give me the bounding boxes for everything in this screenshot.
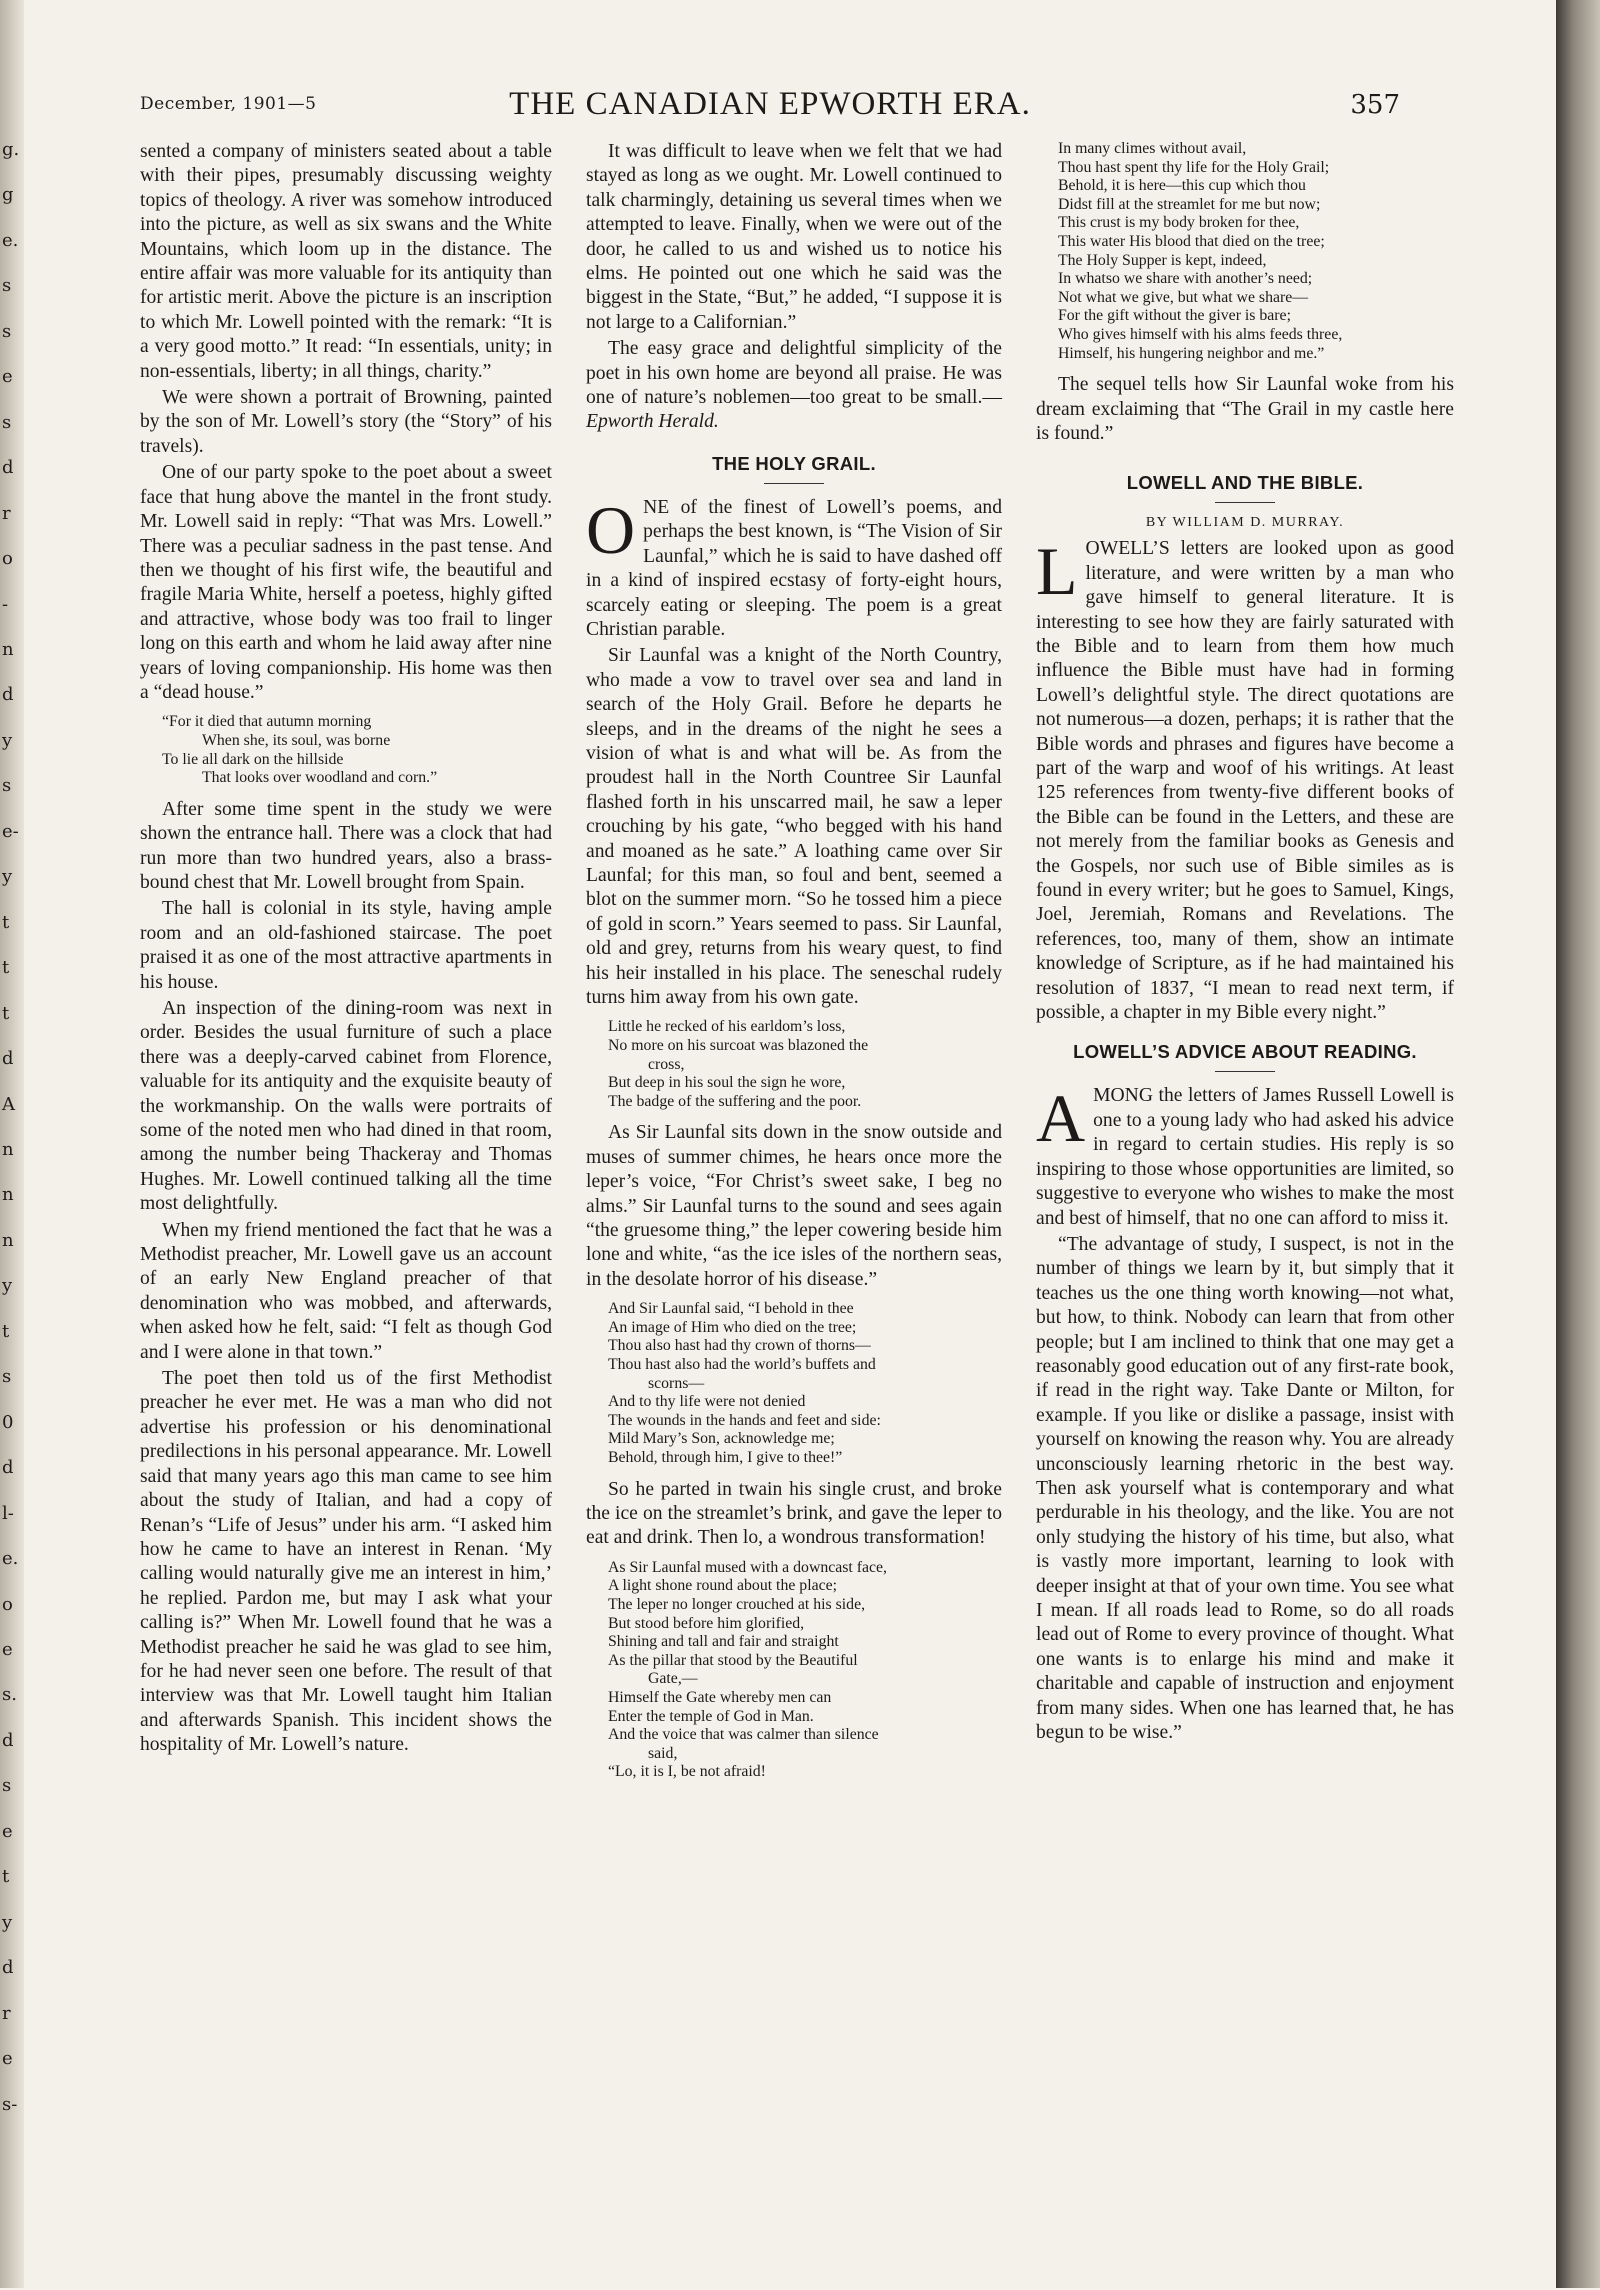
section-title-holy-grail: THE HOLY GRAIL. bbox=[712, 452, 876, 474]
fragment-char: n bbox=[2, 1229, 14, 1251]
poem-line: As the pillar that stood by the Beautiful bbox=[608, 1651, 858, 1669]
fragment-char: d bbox=[2, 457, 14, 479]
poem-quote bbox=[608, 1300, 1002, 1467]
poem-line: Himself, his hungering neighbor and me.” bbox=[1058, 344, 1325, 362]
paragraph: The poet then told us of the first Methodist preacher he ever met. He was a man who did not advertise his profession or his denominational predilections in his personal appearance. Mr. Lowell said that many years ago this man came to see him about the study of Italian, and had a copy of Renan’s “Life of Jesus” under his arm. “I asked him how he came to have an interest in Renan. ‘My calling would naturally give me an interest in him,’ he replied. Pardon me, but may I ask what your calling is?” When Mr. Lowell found that he was a Methodist preacher he said he was glad to see him, for he had never seen one before. The result of that interview was that Mr. Lowell taught him Italian and afterwards Spanish. This incident shows the hospitality of Mr. Lowell’s nature. bbox=[140, 1368, 552, 1756]
fragment-char: d bbox=[2, 1957, 14, 1979]
paragraph bbox=[1036, 533, 1454, 1025]
poem-line: Behold, it is here—this cup which thou bbox=[1058, 177, 1306, 195]
paragraph bbox=[586, 491, 1002, 642]
poem-line: And Sir Launfal said, “I behold in thee bbox=[608, 1300, 854, 1318]
fragment-char: l- bbox=[2, 1502, 14, 1524]
drop-cap: L bbox=[1036, 533, 1078, 610]
paragraph: The hall is colonial in its style, having ample room and an old-fashioned staircase. The poet praised it as one of the most attractive apartments in his house. bbox=[140, 898, 552, 993]
poem-line: In many climes without avail, bbox=[1058, 140, 1247, 157]
poem-line: No more on his surcoat was blazoned the bbox=[608, 1037, 869, 1054]
paragraph bbox=[586, 337, 1002, 435]
column-1 bbox=[140, 140, 552, 1760]
paragraph: Sir Launfal was a knight of the North Country, who made a vow to travel over sea and land in search of the Holy Grail. Before he departs he sleeps, and in the dreams of the night he sees a vision of what is and what will be. As from the proudest hall in the North Countree Sir Launfal flashed forth in his unscarred mail, he saw a leper crouching by his gate, “who begged with his hand and moaned as he sate.” A loathing came over Sir Launfal; for this man, so foul and bent, seemed a blot on the summer morn. “So he tossed him a piece of gold in scorn.” Years seemed to pass. Sir Launfal, old and grey, returns from his weary quest, to find his heir installed in his place. The seneschal rudely turns him away from his own gate. bbox=[586, 645, 1002, 1008]
paragraph bbox=[1036, 1080, 1454, 1230]
fragment-char: 0 bbox=[2, 1411, 14, 1433]
paragraph: When my friend mentioned the fact that he was a Methodist preacher, Mr. Lowell gave us an account of an early New England preacher of that denomination who was mobbed, and afterwards, when asked how he felt, said: “I felt as though God and I were alone in that town.” bbox=[140, 1219, 552, 1363]
fragment-char: y bbox=[2, 1911, 13, 1933]
poem-line: An image of Him who died on the tree; bbox=[608, 1318, 857, 1336]
byline: BY WILLIAM D. MURRAY. bbox=[1145, 515, 1345, 531]
poem-line: The badge of the suffering and the poor. bbox=[608, 1092, 862, 1110]
fragment-char: d bbox=[2, 684, 14, 706]
fragment-char: o bbox=[2, 548, 13, 570]
fragment-char: e bbox=[2, 366, 13, 388]
poem-quote bbox=[1058, 140, 1454, 363]
fragment-char: s. bbox=[2, 1684, 17, 1706]
fragment-char: d bbox=[2, 1048, 14, 1070]
poem-line: This crust is my body broken for thee, bbox=[1058, 214, 1300, 232]
poem-line: said, bbox=[648, 1744, 678, 1762]
paragraph: As Sir Launfal sits down in the snow outside and muses of summer chimes, he hears once more the leper’s voice, “For Christ’s sweet sake, I beg no alms.” Sir Launfal turns to the sound and sees again “the gruesome thing,” the leper cowering beside him lone and white, “as the ice isles of the northern seas, in the desolate horror of his disease.” bbox=[586, 1122, 1002, 1290]
poem-line: Thou hast also had the world’s buffets and bbox=[608, 1356, 876, 1373]
fragment-char: s bbox=[2, 1775, 12, 1797]
paragraph: After some time spent in the study we were shown the entrance hall. There was a clock that had run more than two hundred years, also a brass-bound chest that Mr. Lowell brought from Spain. bbox=[140, 798, 552, 893]
fragment-char: s- bbox=[2, 2093, 18, 2115]
poem-line: Little he recked of his earldom’s loss, bbox=[608, 1018, 846, 1036]
poem-line: The Holy Supper is kept, indeed, bbox=[1058, 251, 1267, 269]
column-3 bbox=[1036, 140, 1454, 1747]
poem-quote bbox=[608, 1559, 1002, 1782]
fragment-char: t bbox=[2, 1320, 10, 1342]
poem-line: And to thy life were not denied bbox=[608, 1393, 806, 1411]
poem-line: This water His blood that died on the tree; bbox=[1058, 232, 1325, 250]
fragment-char: n bbox=[2, 639, 14, 660]
poem-line: The wounds in the hands and feet and side: bbox=[608, 1411, 881, 1429]
poem-line: That looks over woodland and corn.” bbox=[202, 769, 438, 787]
poem-line: Shining and tall and fair and straight bbox=[608, 1633, 839, 1651]
fragment-char: g bbox=[2, 184, 14, 206]
page-header bbox=[140, 86, 1400, 126]
poem-line: But stood before him glorified, bbox=[608, 1614, 805, 1632]
fragment-char: y bbox=[2, 866, 13, 888]
poem-line: Enter the temple of God in Man. bbox=[608, 1707, 814, 1725]
divider bbox=[1215, 502, 1275, 503]
paragraph: So he parted in twain his single crust, and broke the ice on the streamlet’s brink, and gave the leper to eat and drink. Then lo, a wondrous transformation! bbox=[586, 1478, 1002, 1549]
poem-line: Who gives himself with his alms feeds three, bbox=[1058, 325, 1343, 343]
poem-line: As Sir Launfal mused with a downcast face, bbox=[608, 1558, 887, 1576]
fragment-char: t bbox=[2, 957, 10, 979]
fragment-char: e. bbox=[2, 1548, 19, 1570]
poem-line: Mild Mary’s Son, acknowledge me; bbox=[608, 1430, 835, 1448]
fragment-char: e bbox=[2, 1820, 13, 1842]
poem-line: In whatso we share with another’s need; bbox=[1058, 270, 1313, 288]
paragraph: sented a company of ministers seated about a table with their pipes, presumably discussing weighty topics of theology. A river was somehow introduced into the picture, as well as six swans and the White Mountains, which loom up in the distance. The entire affair was more valuable for its antiquity than for artistic merit. Above the picture is an inscription to which Mr. Lowell pointed with the remark: “It is a very good motto.” It read: “In essentials, unity; in non-essentials, liberty; in all things, charity.” bbox=[140, 141, 552, 382]
poem-line: And the voice that was calmer than silence bbox=[608, 1726, 879, 1744]
fragment-char: n bbox=[2, 1184, 14, 1206]
fragment-char: e bbox=[2, 2048, 13, 2070]
poem-line: Behold, through him, I give to thee!” bbox=[608, 1448, 843, 1466]
fragment-char: r bbox=[2, 502, 11, 524]
paragraph-text: NE of the finest of Lowell’s poems, and perhaps the best known, is “The Vision of Sir Launfal,” which he is said to have dashed off in a kind of inspired ecstasy of forty-eight hours, scarcely eating or sleeping. The poem is a great Christian parable. bbox=[586, 496, 1002, 640]
section-title-lowell-bible: LOWELL AND THE BIBLE. bbox=[1126, 472, 1364, 494]
poem-line: Not what we give, but what we share— bbox=[1058, 288, 1309, 306]
poem-line: But deep in his soul the sign he wore, bbox=[608, 1074, 846, 1092]
paragraph-text: MONG the letters of James Russell Lowell is one to a young lady who had asked his advice in regard to certain studies. His reply is so inspiring to those whose opportunities are limited, so suggestive to everyone who wishes to make the most and best of himself, that no one can afford to miss it. bbox=[1036, 1085, 1454, 1229]
paragraph: “The advantage of study, I suspect, is not in the number of things we learn by it, but simply that it teaches us the one thing worth knowing—not what, but how, to think. Nobody can learn that from other people; but I am inclined to think that one may get a reasonably good education out of any first-rate book, if read in the right way. Take Dante or Milton, for example. If you like or dislike a passage, insist with yourself on knowing the reason why. You are already unconsciously learning rhetoric in the best way. Then ask yourself what is contemporary and what perdurable in his theology, and the like. You are not only studying the history of his time, but also, what is vastly more important, learning to look with deeper insight at that of your own time. You see what I mean. If all roads lead to Rome, so do all roads lead out of Rome to every province of thought. What one wants is to enlarge his mind and make it charitable and capable of instruction and enjoyment from many sides. When one has learned that, he has begun to be wise.” bbox=[1036, 1233, 1454, 1744]
fragment-char: e bbox=[2, 1639, 13, 1660]
poem-line: Himself the Gate whereby men can bbox=[608, 1688, 832, 1706]
page-edge bbox=[1556, 0, 1600, 2288]
drop-cap: A bbox=[1036, 1080, 1086, 1157]
poem-line: Gate,— bbox=[648, 1670, 698, 1688]
issue-date: December, 1901—5 bbox=[140, 94, 317, 114]
paragraph: It was difficult to leave when we felt that we had stayed as long as we ought. Mr. Lowell continued to talk charmingly, detaining us several times when we attempted to leave. Finally, when we were out of the door, he called to us and wished us to notice his elms. He pointed out one which he said was the biggest in the State, “But,” he added, “I suppose it is not large to a Californian.” bbox=[586, 141, 1002, 333]
poem-line: “Lo, it is I, be not afraid! bbox=[608, 1763, 766, 1781]
fragment-char: e- bbox=[2, 820, 19, 842]
drop-cap: O bbox=[586, 491, 636, 568]
poem-quote bbox=[162, 713, 552, 787]
fragment-char: - bbox=[2, 593, 9, 615]
paragraph: One of our party spoke to the poet about a sweet face that hung above the mantel in the front study. Mr. Lowell said in reply: “That was Mrs. Lowell.” There was a peculiar sadness in the past tense. And then we thought of his first wife, the beautiful and fragile Maria White, herself a poetess, highly gifted and attractive, whose body was too frail to linger long on this earth and whom he laid away after nine years of loving companionship. His home was then a “dead house.” bbox=[140, 462, 552, 703]
fragment-char: t bbox=[2, 1002, 10, 1024]
fragment-char: g. bbox=[2, 139, 20, 160]
poem-line: scorns— bbox=[648, 1374, 705, 1392]
paragraph-text: OWELL’S letters are looked upon as good literature, and were written by a man who gave himself to general literature. It is interesting to see how they are fairly saturated with the Bible and to learn from them how much influence the Bible must have had in forming Lowell’s delightful style. The direct quotations are not numerous—a dozen, perhaps; it is rather that the Bible words and phrases and figures have become a part of the warp and woof of his writings. At least 125 references from twenty-five different books of the Bible can be found in the Letters, and these are not merely from the familiar books as Genesis and the Gospels, nor such use of Bible similes as is found in every writer; but he goes to Samuel, Kings, Joel, Jeremiah, Romans and Revelations. The references, too, many of them, show an intimate knowledge of Scripture, as if he had maintained his resolution of 1837, “I mean to read next term, if possible, a chapter in my Bible every night.” bbox=[1036, 538, 1454, 1024]
poem-quote bbox=[608, 1018, 1002, 1111]
fragment-char: n bbox=[2, 1139, 14, 1160]
paragraph: An inspection of the dining-room was next in order. Besides the usual furniture of such a place there was a deeply-carved cabinet from Florence, valuable for its antiquity and the exquisite beauty of the workmanship. On the walls were portraits of some of the noted men who had dined in that room, among the number being Thackeray and Thomas Hughes. Mr. Lowell continued talking all the time most delightfully. bbox=[140, 997, 552, 1215]
column-2 bbox=[586, 140, 1002, 1792]
poem-line: Thou hast spent thy life for the Holy Grail; bbox=[1058, 158, 1330, 176]
divider bbox=[1215, 1071, 1275, 1072]
fragment-char: d bbox=[2, 1729, 14, 1751]
fragment-char: s bbox=[2, 320, 12, 342]
fragment-char: s bbox=[2, 411, 12, 433]
paragraph: We were shown a portrait of Browning, painted by the son of Mr. Lowell’s story (the “Story” of his travels). bbox=[140, 387, 552, 457]
page-number: 357 bbox=[1350, 90, 1400, 120]
fragment-char: t bbox=[2, 1866, 10, 1888]
fragment-char: A bbox=[2, 1093, 15, 1115]
fragment-char: y bbox=[2, 729, 13, 751]
fragment-char: s bbox=[2, 775, 12, 797]
poem-line: A light shone round about the place; bbox=[608, 1577, 838, 1595]
paragraph-text: The easy grace and delightful simplicity of the poet in his own home are beyond all praise. He was one of nature’s noblemen—too great to be small.— bbox=[586, 338, 1002, 409]
publication-title: THE CANADIAN EPWORTH ERA. bbox=[509, 86, 1031, 122]
fragment-char: o bbox=[2, 1593, 13, 1615]
fragment-char: t bbox=[2, 911, 10, 933]
section-title-advice-reading: LOWELL’S ADVICE ABOUT READING. bbox=[1073, 1041, 1417, 1063]
fragment-char: s bbox=[2, 1366, 12, 1388]
fragment-char: d bbox=[2, 1457, 14, 1479]
poem-line: cross, bbox=[648, 1055, 685, 1073]
divider bbox=[764, 483, 824, 484]
poem-line: For the gift without the giver is bare; bbox=[1058, 307, 1291, 325]
poem-line: Didst fill at the streamlet for me but now; bbox=[1058, 195, 1321, 213]
fragment-char: r bbox=[2, 2002, 11, 2024]
adjacent-page-fragments bbox=[0, 140, 22, 2290]
fragment-char: s bbox=[2, 275, 12, 297]
poem-line: “For it died that autumn morning bbox=[162, 713, 372, 731]
poem-line: To lie all dark on the hillside bbox=[162, 750, 344, 768]
paragraph: The sequel tells how Sir Launfal woke from his dream exclaiming that “The Grail in my castle here is found.” bbox=[1036, 374, 1454, 444]
poem-line: Thou also hast had thy crown of thorns— bbox=[608, 1337, 871, 1355]
fragment-char: e. bbox=[2, 229, 19, 251]
poem-line: The leper no longer crouched at his side, bbox=[608, 1595, 866, 1613]
poem-line: When she, its soul, was borne bbox=[202, 731, 391, 749]
fragment-char: y bbox=[2, 1275, 13, 1297]
source-credit: Epworth Herald. bbox=[586, 411, 719, 433]
